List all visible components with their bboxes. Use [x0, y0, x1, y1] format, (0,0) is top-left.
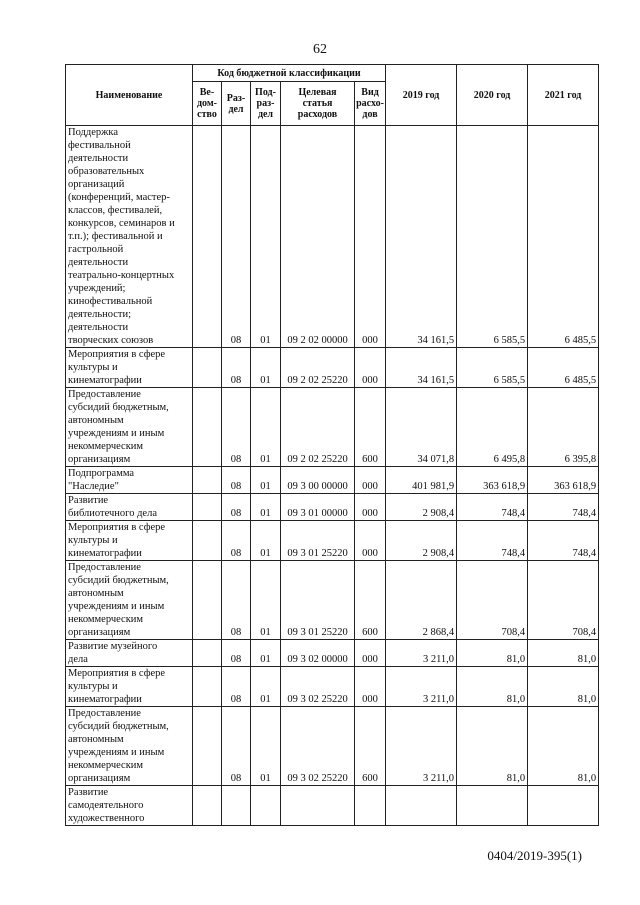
row-department: [193, 561, 222, 640]
table-row: [66, 467, 599, 494]
table-row: [66, 388, 599, 467]
header-2020: 2020 год: [457, 65, 528, 126]
row-name: Предоставление субсидий бюджетным, автономным учреждениям и иным некоммерческим организациям: [66, 388, 193, 467]
row-department: [193, 126, 222, 348]
row-department: [193, 640, 222, 667]
row-target-item: 09 3 01 25220: [281, 561, 355, 640]
header-department: Ве- дом- ство: [193, 82, 222, 126]
row-target-item: [281, 786, 355, 826]
row-amount-2020: 81,0: [457, 707, 528, 786]
row-target-item: 09 3 02 25220: [281, 707, 355, 786]
header-2019: 2019 год: [386, 65, 457, 126]
row-amount-2019: 34 161,5: [386, 348, 457, 388]
row-section: 08: [222, 707, 251, 786]
row-subsection: 01: [251, 348, 281, 388]
row-amount-2021: 81,0: [528, 667, 599, 707]
row-subsection: 01: [251, 707, 281, 786]
row-subsection: 01: [251, 467, 281, 494]
row-expense-type: 000: [355, 640, 386, 667]
row-amount-2020: 6 585,5: [457, 348, 528, 388]
row-expense-type: 000: [355, 667, 386, 707]
table-row: [66, 348, 599, 388]
row-amount-2019: 2 908,4: [386, 494, 457, 521]
row-section: 08: [222, 561, 251, 640]
header-name: Наименование: [66, 65, 193, 126]
header-subsection: Под- раз- дел: [251, 82, 281, 126]
row-amount-2020: 748,4: [457, 494, 528, 521]
row-amount-2021: 748,4: [528, 494, 599, 521]
row-amount-2019: 401 981,9: [386, 467, 457, 494]
row-amount-2020: 81,0: [457, 667, 528, 707]
row-amount-2019: 2 868,4: [386, 561, 457, 640]
table-row: [66, 521, 599, 561]
row-department: [193, 494, 222, 521]
row-subsection: 01: [251, 667, 281, 707]
row-expense-type: [355, 786, 386, 826]
page-number: 62: [313, 42, 327, 57]
row-name: Предоставление субсидий бюджетным, автономным учреждениям и иным некоммерческим организациям: [66, 561, 193, 640]
row-expense-type: 000: [355, 467, 386, 494]
row-name: Подпрограмма "Наследие": [66, 467, 193, 494]
header-expense-type: Вид расхо- дов: [355, 82, 386, 126]
row-subsection: 01: [251, 561, 281, 640]
header-2021: 2021 год: [528, 65, 599, 126]
row-section: 08: [222, 667, 251, 707]
row-expense-type: 000: [355, 126, 386, 348]
row-department: [193, 667, 222, 707]
table-row: [66, 667, 599, 707]
row-target-item: 09 2 02 25220: [281, 388, 355, 467]
table-row: [66, 707, 599, 786]
header-target-item: Целевая статья расходов: [281, 82, 355, 126]
row-expense-type: 000: [355, 348, 386, 388]
row-target-item: 09 3 02 25220: [281, 667, 355, 707]
row-amount-2019: 2 908,4: [386, 521, 457, 561]
row-subsection: 01: [251, 388, 281, 467]
row-amount-2019: 34 161,5: [386, 126, 457, 348]
row-amount-2021: 81,0: [528, 707, 599, 786]
row-amount-2019: [386, 786, 457, 826]
row-amount-2021: 748,4: [528, 521, 599, 561]
row-department: [193, 467, 222, 494]
row-amount-2020: 748,4: [457, 521, 528, 561]
row-name: Мероприятия в сфере культуры и кинематографии: [66, 521, 193, 561]
row-amount-2020: 81,0: [457, 640, 528, 667]
document-code: 0404/2019-395(1): [487, 848, 582, 863]
header-section: Раз- дел: [222, 82, 251, 126]
row-expense-type: 000: [355, 494, 386, 521]
row-target-item: 09 2 02 25220: [281, 348, 355, 388]
row-section: 08: [222, 521, 251, 561]
row-amount-2021: 6 485,5: [528, 348, 599, 388]
row-expense-type: 600: [355, 561, 386, 640]
row-amount-2019: 34 071,8: [386, 388, 457, 467]
row-amount-2020: [457, 786, 528, 826]
row-subsection: [251, 786, 281, 826]
row-subsection: 01: [251, 521, 281, 561]
row-amount-2021: 6 485,5: [528, 126, 599, 348]
row-name: Предоставление субсидий бюджетным, автономным учреждениям и иным некоммерческим организациям: [66, 707, 193, 786]
row-amount-2019: 3 211,0: [386, 640, 457, 667]
row-subsection: 01: [251, 126, 281, 348]
row-amount-2019: 3 211,0: [386, 667, 457, 707]
row-department: [193, 388, 222, 467]
row-name: Мероприятия в сфере культуры и кинематографии: [66, 667, 193, 707]
table-row: [66, 786, 599, 826]
row-expense-type: 600: [355, 707, 386, 786]
row-section: 08: [222, 388, 251, 467]
row-section: 08: [222, 494, 251, 521]
row-amount-2020: 708,4: [457, 561, 528, 640]
row-name: Поддержка фестивальной деятельности образовательных организаций (конференций, мастер- классов, фестивалей, конкурсов, семинаров и т.п.); фестивальной и гастрольной деятельности театрально-концертных учреждений; кинофестивальной деятельности; деятельности творческих союзов: [66, 126, 193, 348]
row-amount-2021: 708,4: [528, 561, 599, 640]
table-row: [66, 640, 599, 667]
row-department: [193, 348, 222, 388]
row-section: 08: [222, 467, 251, 494]
row-amount-2021: 363 618,9: [528, 467, 599, 494]
row-section: 08: [222, 126, 251, 348]
row-amount-2020: 6 495,8: [457, 388, 528, 467]
row-subsection: 01: [251, 494, 281, 521]
row-expense-type: 000: [355, 521, 386, 561]
row-expense-type: 600: [355, 388, 386, 467]
row-target-item: 09 3 02 00000: [281, 640, 355, 667]
row-amount-2021: 6 395,8: [528, 388, 599, 467]
row-name: Развитие музейного дела: [66, 640, 193, 667]
row-amount-2019: 3 211,0: [386, 707, 457, 786]
row-target-item: 09 3 00 00000: [281, 467, 355, 494]
row-target-item: 09 2 02 00000: [281, 126, 355, 348]
row-subsection: 01: [251, 640, 281, 667]
row-department: [193, 521, 222, 561]
row-section: [222, 786, 251, 826]
row-department: [193, 786, 222, 826]
row-name: Развитие библиотечного дела: [66, 494, 193, 521]
table-row: [66, 126, 599, 348]
row-amount-2021: 81,0: [528, 640, 599, 667]
table-row: [66, 561, 599, 640]
header-classification-group: Код бюджетной классификации: [193, 65, 386, 82]
row-name: Мероприятия в сфере культуры и кинематографии: [66, 348, 193, 388]
table-row: [66, 494, 599, 521]
row-amount-2020: 6 585,5: [457, 126, 528, 348]
row-name: Развитие самодеятельного художественного: [66, 786, 193, 826]
row-target-item: 09 3 01 25220: [281, 521, 355, 561]
row-section: 08: [222, 348, 251, 388]
row-amount-2020: 363 618,9: [457, 467, 528, 494]
budget-table: [65, 64, 599, 826]
row-department: [193, 707, 222, 786]
row-section: 08: [222, 640, 251, 667]
row-target-item: 09 3 01 00000: [281, 494, 355, 521]
row-amount-2021: [528, 786, 599, 826]
